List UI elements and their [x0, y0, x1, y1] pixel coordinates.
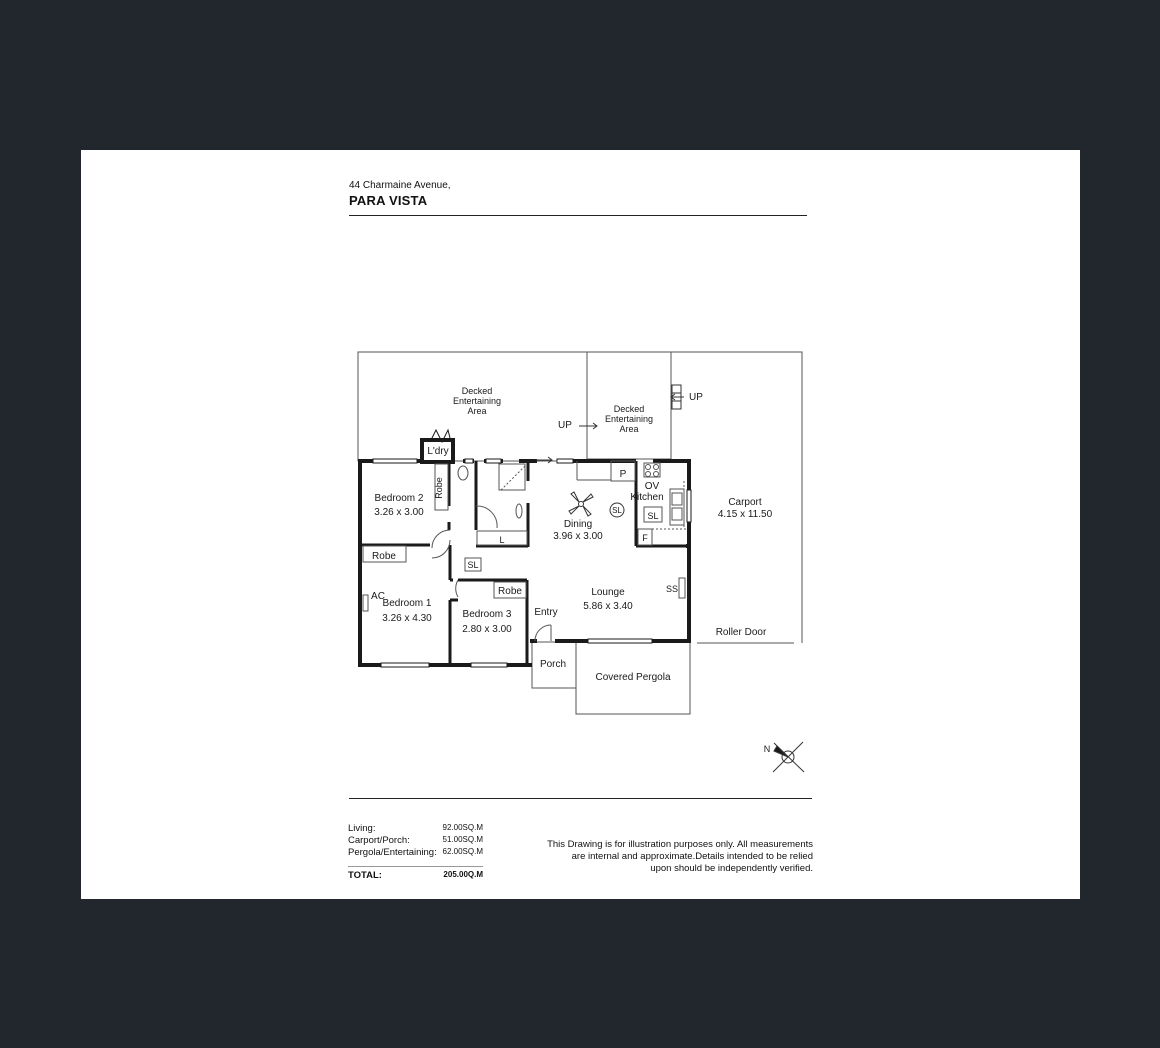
area-label: Carport/Porch:: [348, 835, 410, 846]
porch-label: Porch: [539, 659, 567, 670]
bedroom3-dims: 2.80 x 3.00: [462, 624, 512, 635]
floor-plan-sheet: [81, 150, 1080, 899]
pantry-label: P: [619, 469, 627, 480]
kitchen-skylight: SL: [647, 511, 659, 521]
dining-dims: 3.96 x 3.00: [553, 531, 603, 542]
disclaimer-line: are internal and approximate.Details intended to be relied: [571, 851, 813, 862]
bathroom-fixtures: [458, 464, 525, 518]
bedroom1-dims: 3.26 x 4.30: [382, 613, 432, 624]
up-label-deck1: UP: [558, 420, 572, 431]
linen-label: L: [499, 535, 505, 545]
covered-pergola-label: Covered Pergola: [595, 672, 671, 683]
area-value: 51.00SQ.M: [442, 835, 483, 844]
ac-unit: [363, 595, 368, 611]
north-label: N: [763, 744, 771, 754]
dining-skylight: SL: [612, 506, 622, 515]
total-divider: [348, 866, 483, 867]
up-label-deck2: UP: [689, 392, 703, 403]
robe-b3-label: Robe: [498, 586, 522, 597]
laundry-label: L'dry: [427, 446, 449, 457]
property-address: 44 Charmaine Avenue,: [349, 180, 451, 191]
decked-area-1-label-line2: Entertaining: [452, 396, 502, 406]
decked-area-2-label-line3: Area: [619, 424, 639, 434]
door-swing-icon: [456, 580, 458, 597]
area-value: 62.00SQ.M: [442, 847, 483, 856]
window: [687, 490, 691, 522]
disclaimer-line: upon should be independently verified.: [650, 863, 813, 874]
entry-label: Entry: [534, 607, 558, 618]
decked-area-2-label-line1: Decked: [613, 404, 645, 414]
toilet-icon: [458, 466, 468, 480]
door-swing-icon: [535, 625, 551, 641]
property-suburb: PARA VISTA: [349, 193, 428, 208]
bedroom3-name: Bedroom 3: [462, 609, 512, 620]
decked-area-2-label-line2: Entertaining: [604, 414, 654, 424]
window: [373, 459, 417, 463]
disclaimer: [513, 839, 813, 875]
door-swing-icon: [476, 506, 497, 528]
bedroom1-name: Bedroom 1: [382, 598, 432, 609]
ss-heater: [679, 578, 685, 598]
carport-dims: 4.15 x 11.50: [717, 509, 773, 520]
floor-plan: [81, 150, 1080, 899]
total-value: 205.00Q.M: [443, 870, 483, 879]
robe-b1-label: Robe: [372, 551, 396, 562]
shower-icon: [499, 464, 525, 490]
robe-b2-label: Robe: [434, 477, 444, 499]
total-label: TOTAL:: [348, 870, 382, 881]
sink-icon: [516, 504, 522, 518]
door-swing-icon: [432, 530, 450, 548]
windows: [373, 459, 691, 667]
ac-label: AC: [371, 591, 385, 602]
area-row: [348, 835, 483, 847]
dining-name: Dining: [563, 519, 593, 530]
window: [557, 459, 573, 463]
carport-name: Carport: [728, 497, 762, 508]
area-total: [348, 870, 483, 882]
ss-label: SS: [665, 584, 679, 594]
window: [471, 663, 507, 667]
compass-icon: [773, 742, 804, 772]
fridge-label: F: [642, 533, 648, 543]
sink-icon: [672, 493, 682, 505]
decked-area-1-label-line3: Area: [467, 406, 487, 416]
window: [486, 459, 501, 463]
disclaimer-line: This Drawing is for illustration purposes only. All measurements: [547, 839, 813, 850]
window: [588, 639, 652, 643]
door-swing-icon: [432, 540, 450, 558]
window: [465, 459, 473, 463]
lounge-name: Lounge: [591, 587, 625, 598]
area-row: [348, 823, 483, 835]
area-row: [348, 847, 483, 859]
area-value: 92.00SQ.M: [442, 823, 483, 832]
oven-label: OV: [644, 481, 660, 492]
footer-divider: [349, 798, 812, 799]
bedroom2-dims: 3.26 x 3.00: [374, 507, 424, 518]
area-schedule: [348, 823, 483, 859]
decked-area-1-label-line1: Decked: [461, 386, 493, 396]
roller-door-label: Roller Door: [715, 627, 767, 638]
hall-skylight: SL: [467, 560, 479, 570]
area-label: Living:: [348, 823, 376, 834]
area-label: Pergola/Entertaining:: [348, 847, 437, 858]
bedroom2-name: Bedroom 2: [374, 493, 424, 504]
kitchen-name: Kitchen: [630, 492, 664, 503]
window: [381, 663, 429, 667]
lounge-dims: 5.86 x 3.40: [583, 601, 633, 612]
